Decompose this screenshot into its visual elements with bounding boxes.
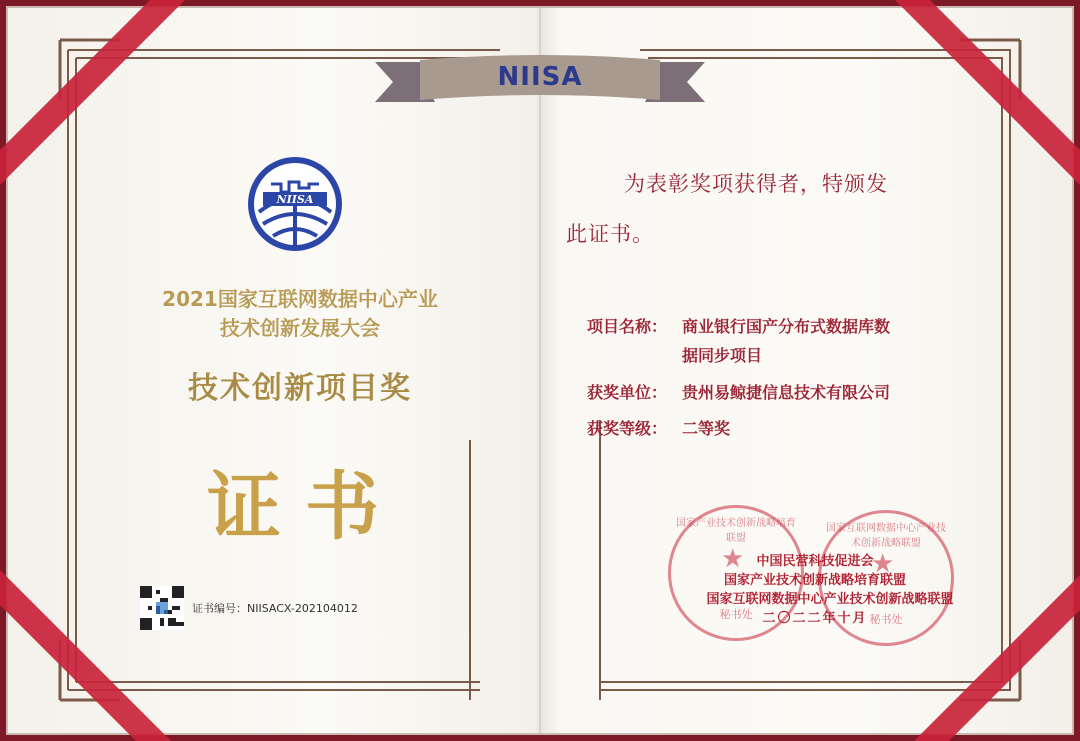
banner-text: NIISA [497,62,583,92]
certificate-number-value: NIISACX-202104012 [247,602,358,615]
conference-title-line2: 技术创新发展大会 [220,316,380,340]
issuer-3: 国家互联网数据中心产业技术创新战略联盟 [706,592,954,607]
commendation-line2: 此证书。 [566,222,654,246]
award-level-label: 获奖等级： [587,419,668,438]
certificate-number-label: 证书编号： [192,602,247,615]
stamp-2-star-icon: ★ [871,549,895,579]
certificate-number [192,600,358,616]
stamp-1-text: 国家产业技术创新战略培育联盟 [676,518,796,544]
issuer-2: 国家产业技术创新战略培育联盟 [723,573,906,588]
award-unit-label: 获奖单位： [587,383,668,402]
stamp-2-sub: 秘书处 [869,613,903,626]
stamp-1-star-icon: ★ [721,544,745,574]
project-name-value-line2: 据同步项目 [682,346,763,365]
project-name-label: 项目名称： [587,317,668,336]
certificate-word: 证书 [207,464,403,550]
issuer-1: 中国民营科技促进会 [756,554,874,569]
commendation-line1: 为表彰奖项获得者，特颁发 [624,172,888,196]
qr-code-icon [140,586,184,630]
award-unit-value: 贵州易鲸捷信息技术有限公司 [682,383,891,402]
conference-title-line1: 2021国家互联网数据中心产业 [162,287,438,311]
stamp-1-sub: 秘书处 [719,608,753,621]
award-level-value: 二等奖 [682,419,731,438]
award-title: 技术创新项目奖 [188,371,412,406]
project-name-value-line1: 商业银行国产分布式数据库数 [682,317,891,336]
logo-text: NIISA [276,193,314,206]
stamp-2-text: 国家互联网数据中心产业技术创新战略联盟 [826,523,946,549]
issue-date: 二〇二二年十月 [762,611,868,626]
